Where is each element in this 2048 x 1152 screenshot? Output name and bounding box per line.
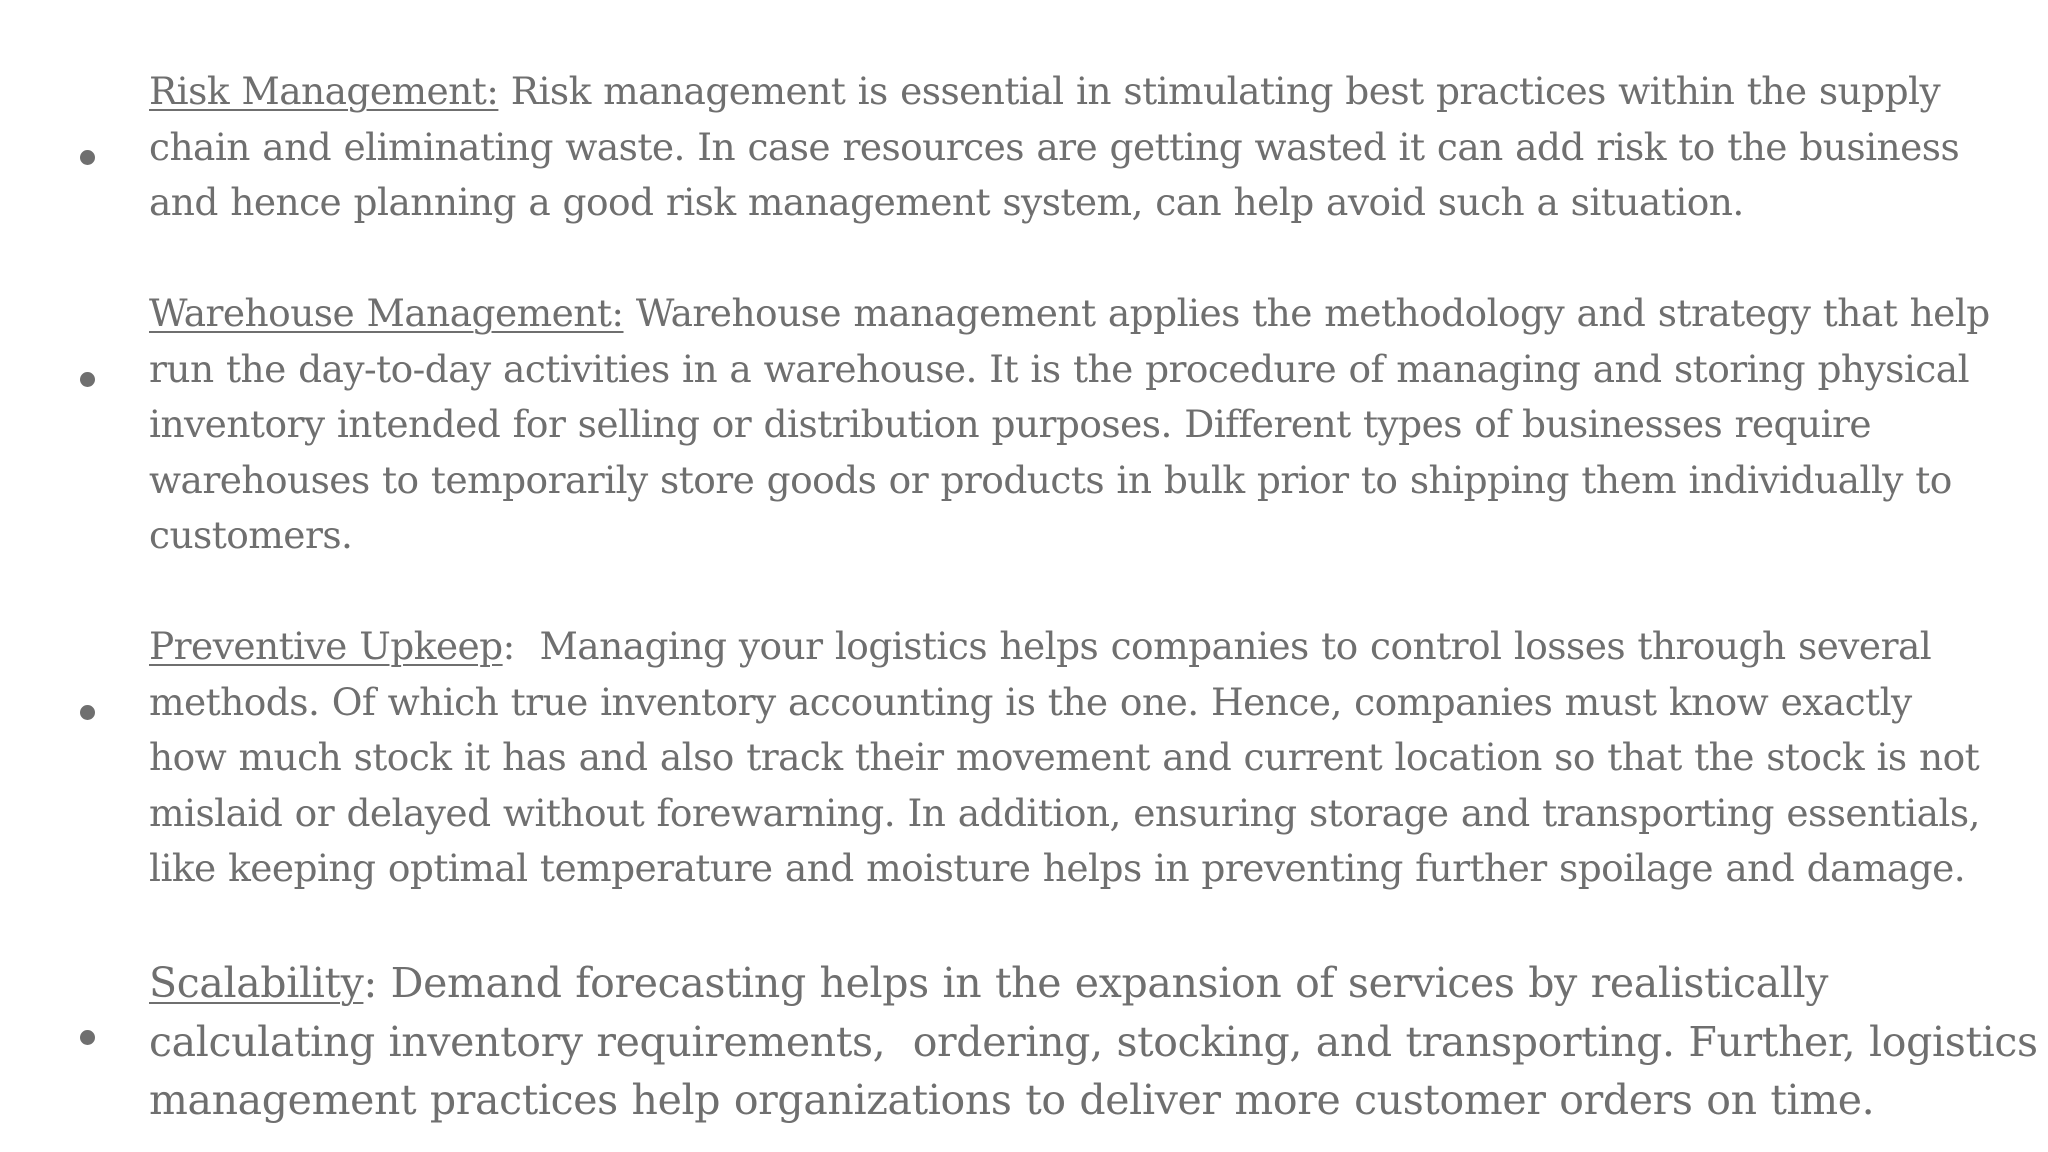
body-line: inventory intended for selling or distribution purposes. Different types of businesses require [149,402,1872,446]
term-label: Warehouse Management: [149,291,624,335]
term-separator: : [502,624,540,668]
body-line: chain and eliminating waste. In case resources are getting wasted it can add risk to the business [149,124,1960,169]
term-label: Preventive Upkeep [149,624,503,668]
body-line: management practices help organizations to deliver more customer orders on time. [149,1076,1875,1124]
term-separator: : [363,959,391,1007]
term-separator [624,291,636,335]
body-line: Managing your logistics helps companies to control losses through several [539,624,1932,668]
list-item-text [149,619,2019,897]
body-line: and hence planning a good risk management system, can help avoid such a situation. [149,180,1744,224]
body-line: methods. Of which true inventory accounting is the one. Hence, companies must know exactly [149,679,1912,724]
list-item-text [149,64,2019,231]
line-1 [149,286,2019,342]
body-line: warehouses to temporarily store goods or products in bulk prior to shipping them individually to [149,457,1952,502]
bullet-icon [80,705,95,720]
list-item-text [149,954,2038,1130]
body-line: like keeping optimal temperature and moisture helps in preventing further spoilage and damage. [149,846,1966,890]
line-1 [149,954,2019,1013]
body-line: how much stock it has and also track their movement and current location so that the stock is not [149,735,1980,779]
term-label: Risk Management: [149,69,499,113]
body-line: mislaid or delayed without forewarning. In addition, ensuring storage and transporting essentials, [149,790,1980,835]
line-1 [149,64,2019,120]
body-line: Risk management is essential in stimulating best practices within the supply [510,69,1941,113]
term-label: Scalability [149,959,364,1007]
bullet-icon [80,150,95,165]
body-line: Demand forecasting helps in the expansion of services by realistically [390,959,1829,1007]
body-line: customers. [149,513,353,557]
list-item-text [149,286,2019,564]
body-line: run the day-to-day activities in a warehouse. It is the procedure of managing and storing physical [149,346,1970,391]
line-1 [149,619,2019,675]
bullet-icon [80,372,95,387]
body-line: calculating inventory requirements, ordering, stocking, and transporting. Further, logistics [149,1017,2038,1066]
term-separator [498,69,510,113]
body-line: Warehouse management applies the methodology and strategy that help [635,291,1990,335]
bullet-icon [80,1030,95,1045]
